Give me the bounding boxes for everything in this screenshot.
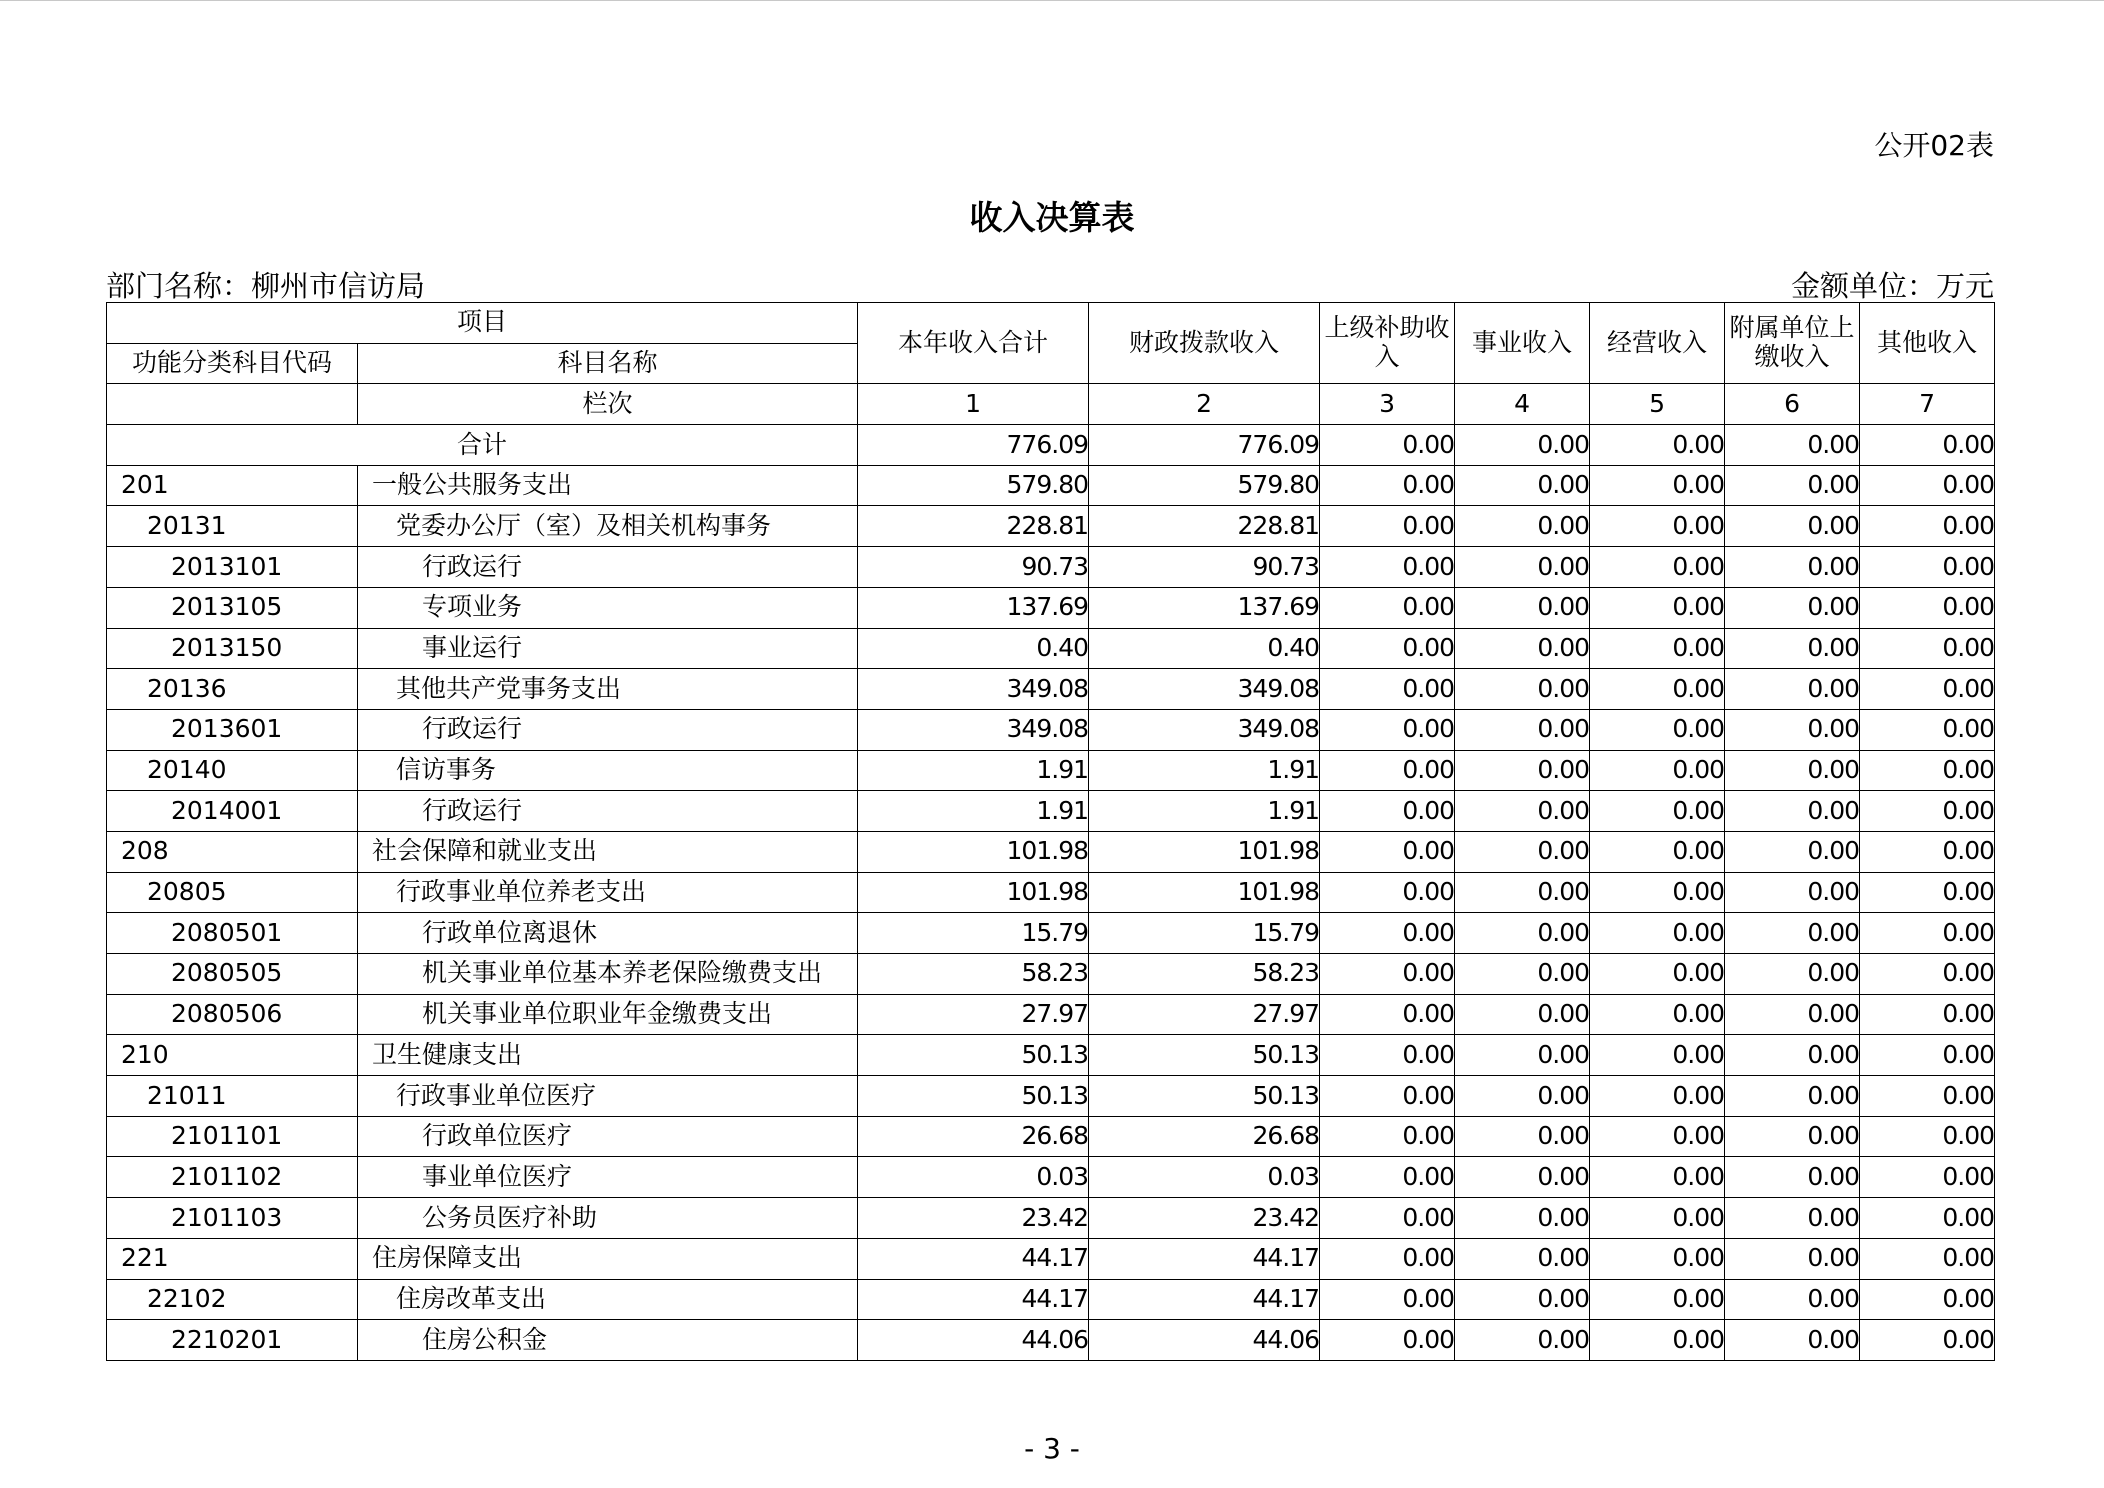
subject-name: 行政运行 — [358, 791, 858, 832]
amount-cell: 0.00 — [1320, 547, 1455, 588]
amount-cell: 23.42 — [858, 1198, 1089, 1239]
amount-cell: 0.00 — [1455, 587, 1590, 628]
header-col-2: 财政拨款收入 — [1089, 303, 1320, 384]
table-row — [107, 791, 1995, 832]
table-row — [107, 750, 1995, 791]
table-row — [107, 831, 1995, 872]
document-title: 收入决算表 — [969, 198, 1135, 237]
amount-cell: 0.00 — [1725, 1157, 1860, 1198]
amount-cell: 0.00 — [1320, 1076, 1455, 1117]
table-row — [107, 669, 1995, 710]
subject-name: 行政事业单位养老支出 — [358, 872, 858, 913]
amount-cell: 0.00 — [1725, 1116, 1860, 1157]
amount-cell: 58.23 — [1089, 954, 1320, 995]
amount-cell: 0.00 — [1725, 750, 1860, 791]
total-value: 776.09 — [1089, 425, 1320, 466]
table-row — [107, 547, 1995, 588]
amount-cell: 579.80 — [858, 465, 1089, 506]
total-value: 0.00 — [1725, 425, 1860, 466]
amount-cell: 0.00 — [1590, 465, 1725, 506]
total-value: 0.00 — [1590, 425, 1725, 466]
amount-cell: 0.00 — [1725, 1198, 1860, 1239]
total-row — [107, 425, 1995, 466]
amount-cell: 0.03 — [858, 1157, 1089, 1198]
amount-cell: 0.00 — [1725, 831, 1860, 872]
col-number-6: 6 — [1725, 384, 1860, 425]
subject-name: 机关事业单位职业年金缴费支出 — [358, 994, 858, 1035]
amount-cell: 1.91 — [858, 791, 1089, 832]
total-value: 0.00 — [1860, 425, 1995, 466]
amount-cell: 0.00 — [1455, 1116, 1590, 1157]
amount-cell: 1.91 — [1089, 791, 1320, 832]
amount-cell: 0.00 — [1455, 1198, 1590, 1239]
header-col-6: 附属单位上缴收入 — [1725, 303, 1860, 384]
amount-cell: 0.00 — [1860, 872, 1995, 913]
amount-cell: 0.00 — [1590, 547, 1725, 588]
amount-cell: 0.00 — [1725, 465, 1860, 506]
subject-code: 208 — [107, 831, 358, 872]
amount-cell: 0.00 — [1725, 547, 1860, 588]
amount-cell: 15.79 — [1089, 913, 1320, 954]
amount-cell: 50.13 — [858, 1076, 1089, 1117]
amount-cell: 0.00 — [1320, 1157, 1455, 1198]
amount-cell: 0.00 — [1320, 1238, 1455, 1279]
amount-cell: 101.98 — [1089, 872, 1320, 913]
subject-name: 事业单位医疗 — [358, 1157, 858, 1198]
subject-code: 210 — [107, 1035, 358, 1076]
amount-cell: 0.00 — [1860, 1035, 1995, 1076]
subject-name: 专项业务 — [358, 587, 858, 628]
amount-cell: 0.00 — [1320, 954, 1455, 995]
amount-cell: 0.00 — [1860, 791, 1995, 832]
subject-code: 20140 — [107, 750, 358, 791]
amount-cell: 0.00 — [1455, 1279, 1590, 1320]
subject-code: 2080506 — [107, 994, 358, 1035]
amount-cell: 0.00 — [1320, 1035, 1455, 1076]
amount-cell: 44.17 — [858, 1279, 1089, 1320]
total-label: 合计 — [107, 425, 858, 466]
amount-cell: 0.00 — [1860, 1076, 1995, 1117]
amount-cell: 0.00 — [1455, 628, 1590, 669]
table-row — [107, 506, 1995, 547]
table-row — [107, 872, 1995, 913]
subject-name: 一般公共服务支出 — [358, 465, 858, 506]
subject-code: 2101101 — [107, 1116, 358, 1157]
subject-name: 行政事业单位医疗 — [358, 1076, 858, 1117]
amount-cell: 349.08 — [858, 669, 1089, 710]
header-col-3: 上级补助收入 — [1320, 303, 1455, 384]
amount-cell: 0.00 — [1860, 1157, 1995, 1198]
amount-cell: 0.00 — [1860, 1320, 1995, 1361]
header-project: 项目 — [107, 303, 858, 344]
amount-cell: 0.00 — [1590, 750, 1725, 791]
amount-cell: 0.00 — [1860, 587, 1995, 628]
amount-cell: 0.00 — [1590, 1279, 1725, 1320]
amount-cell: 0.00 — [1725, 954, 1860, 995]
subject-code: 2013105 — [107, 587, 358, 628]
amount-cell: 0.00 — [1455, 791, 1590, 832]
amount-cell: 0.00 — [1320, 872, 1455, 913]
amount-cell: 349.08 — [1089, 669, 1320, 710]
subject-code: 20131 — [107, 506, 358, 547]
amount-cell: 0.00 — [1725, 709, 1860, 750]
amount-cell: 0.00 — [1860, 913, 1995, 954]
amount-cell: 0.00 — [1860, 994, 1995, 1035]
subject-code: 22102 — [107, 1279, 358, 1320]
row-label: 栏次 — [358, 384, 858, 425]
amount-cell: 0.00 — [1725, 1076, 1860, 1117]
amount-cell: 0.00 — [1455, 1238, 1590, 1279]
amount-cell: 101.98 — [1089, 831, 1320, 872]
income-final-accounts-table — [106, 302, 1995, 1361]
header-code: 功能分类科目代码 — [107, 343, 358, 384]
amount-cell: 27.97 — [1089, 994, 1320, 1035]
amount-cell: 228.81 — [1089, 506, 1320, 547]
subject-name: 社会保障和就业支出 — [358, 831, 858, 872]
amount-cell: 0.00 — [1320, 628, 1455, 669]
amount-cell: 0.40 — [858, 628, 1089, 669]
amount-cell: 26.68 — [1089, 1116, 1320, 1157]
amount-cell: 0.00 — [1320, 669, 1455, 710]
table-row — [107, 587, 1995, 628]
amount-cell: 44.06 — [858, 1320, 1089, 1361]
amount-cell: 0.00 — [1860, 954, 1995, 995]
col-number-7: 7 — [1860, 384, 1995, 425]
amount-cell: 0.00 — [1590, 1198, 1725, 1239]
subject-code: 20136 — [107, 669, 358, 710]
total-value: 0.00 — [1455, 425, 1590, 466]
amount-cell: 0.00 — [1320, 587, 1455, 628]
amount-cell: 50.13 — [858, 1035, 1089, 1076]
amount-cell: 0.00 — [1320, 831, 1455, 872]
amount-cell: 0.03 — [1089, 1157, 1320, 1198]
amount-cell: 0.00 — [1590, 1116, 1725, 1157]
amount-cell: 349.08 — [1089, 709, 1320, 750]
amount-cell: 0.00 — [1590, 587, 1725, 628]
amount-cell: 0.00 — [1725, 628, 1860, 669]
subject-name: 行政单位离退休 — [358, 913, 858, 954]
subject-code: 2013150 — [107, 628, 358, 669]
amount-cell: 0.00 — [1590, 791, 1725, 832]
amount-cell: 0.00 — [1320, 465, 1455, 506]
amount-cell: 0.00 — [1860, 506, 1995, 547]
amount-cell: 0.00 — [1725, 994, 1860, 1035]
amount-cell: 101.98 — [858, 831, 1089, 872]
subject-code: 2101102 — [107, 1157, 358, 1198]
top-rule — [0, 0, 2104, 1]
amount-cell: 0.00 — [1455, 1320, 1590, 1361]
subject-code: 201 — [107, 465, 358, 506]
amount-cell: 0.00 — [1725, 1035, 1860, 1076]
amount-cell: 0.00 — [1725, 791, 1860, 832]
subject-code: 2013101 — [107, 547, 358, 588]
amount-cell: 0.00 — [1590, 628, 1725, 669]
amount-cell: 58.23 — [858, 954, 1089, 995]
amount-cell: 0.00 — [1590, 1320, 1725, 1361]
amount-cell: 228.81 — [858, 506, 1089, 547]
subject-name: 行政单位医疗 — [358, 1116, 858, 1157]
subject-name: 住房保障支出 — [358, 1238, 858, 1279]
amount-cell: 0.00 — [1320, 791, 1455, 832]
amount-cell: 137.69 — [1089, 587, 1320, 628]
amount-cell: 0.00 — [1455, 1035, 1590, 1076]
amount-cell: 0.00 — [1590, 831, 1725, 872]
amount-cell: 23.42 — [1089, 1198, 1320, 1239]
subject-code: 2101103 — [107, 1198, 358, 1239]
total-value: 0.00 — [1320, 425, 1455, 466]
amount-cell: 44.06 — [1089, 1320, 1320, 1361]
col-number-4: 4 — [1455, 384, 1590, 425]
amount-cell: 0.00 — [1725, 1320, 1860, 1361]
table-row — [107, 1116, 1995, 1157]
amount-cell: 90.73 — [1089, 547, 1320, 588]
amount-cell: 27.97 — [858, 994, 1089, 1035]
col-number-3: 3 — [1320, 384, 1455, 425]
table-row — [107, 994, 1995, 1035]
subject-name: 行政运行 — [358, 709, 858, 750]
amount-cell: 349.08 — [858, 709, 1089, 750]
subject-name: 其他共产党事务支出 — [358, 669, 858, 710]
subject-name: 事业运行 — [358, 628, 858, 669]
header-col-5: 经营收入 — [1590, 303, 1725, 384]
table-row — [107, 1157, 1995, 1198]
amount-cell: 0.00 — [1590, 872, 1725, 913]
amount-cell: 0.00 — [1455, 954, 1590, 995]
amount-cell: 15.79 — [858, 913, 1089, 954]
col-number-2: 2 — [1089, 384, 1320, 425]
amount-cell: 0.00 — [1725, 1279, 1860, 1320]
subject-code: 2014001 — [107, 791, 358, 832]
table-row — [107, 1035, 1995, 1076]
amount-cell: 0.00 — [1860, 831, 1995, 872]
table-row — [107, 1320, 1995, 1361]
amount-cell: 0.00 — [1455, 1076, 1590, 1117]
amount-cell: 0.40 — [1089, 628, 1320, 669]
amount-cell: 50.13 — [1089, 1035, 1320, 1076]
amount-unit: 金额单位：万元 — [1790, 269, 1994, 303]
amount-cell: 0.00 — [1590, 994, 1725, 1035]
amount-cell: 0.00 — [1725, 872, 1860, 913]
amount-cell: 0.00 — [1725, 669, 1860, 710]
amount-cell: 0.00 — [1320, 1116, 1455, 1157]
amount-cell: 1.91 — [858, 750, 1089, 791]
amount-cell: 0.00 — [1455, 913, 1590, 954]
amount-cell: 44.17 — [858, 1238, 1089, 1279]
amount-cell: 0.00 — [1725, 587, 1860, 628]
amount-cell: 0.00 — [1860, 1238, 1995, 1279]
subject-code: 2013601 — [107, 709, 358, 750]
subject-name: 党委办公厅（室）及相关机构事务 — [358, 506, 858, 547]
amount-cell: 0.00 — [1455, 506, 1590, 547]
header-col-4: 事业收入 — [1455, 303, 1590, 384]
amount-cell: 137.69 — [858, 587, 1089, 628]
amount-cell: 0.00 — [1860, 628, 1995, 669]
subject-name: 信访事务 — [358, 750, 858, 791]
amount-cell: 1.91 — [1089, 750, 1320, 791]
amount-cell: 0.00 — [1455, 465, 1590, 506]
amount-cell: 0.00 — [1455, 669, 1590, 710]
amount-cell: 0.00 — [1860, 669, 1995, 710]
table-row — [107, 1198, 1995, 1239]
amount-cell: 0.00 — [1590, 1035, 1725, 1076]
page-number: - 3 - — [1024, 1432, 1080, 1465]
table-row — [107, 954, 1995, 995]
amount-cell: 0.00 — [1455, 750, 1590, 791]
amount-cell: 0.00 — [1860, 1279, 1995, 1320]
subject-code: 21011 — [107, 1076, 358, 1117]
department-name: 部门名称：柳州市信访局 — [106, 269, 426, 303]
form-number: 公开02表 — [1874, 129, 1994, 162]
table-row — [107, 709, 1995, 750]
amount-cell: 0.00 — [1455, 872, 1590, 913]
subject-name: 公务员医疗补助 — [358, 1198, 858, 1239]
header-col-1: 本年收入合计 — [858, 303, 1089, 384]
amount-cell: 0.00 — [1860, 709, 1995, 750]
amount-cell: 0.00 — [1320, 1279, 1455, 1320]
amount-cell: 0.00 — [1320, 750, 1455, 791]
amount-cell: 0.00 — [1320, 506, 1455, 547]
subject-code: 20805 — [107, 872, 358, 913]
amount-cell: 0.00 — [1455, 547, 1590, 588]
subject-code: 2210201 — [107, 1320, 358, 1361]
amount-cell: 0.00 — [1320, 913, 1455, 954]
subject-code: 2080505 — [107, 954, 358, 995]
amount-cell: 0.00 — [1455, 1157, 1590, 1198]
row-label-blank — [107, 384, 358, 425]
col-number-5: 5 — [1590, 384, 1725, 425]
amount-cell: 0.00 — [1590, 913, 1725, 954]
amount-cell: 0.00 — [1320, 709, 1455, 750]
amount-cell: 0.00 — [1860, 750, 1995, 791]
subject-name: 机关事业单位基本养老保险缴费支出 — [358, 954, 858, 995]
amount-cell: 0.00 — [1590, 1238, 1725, 1279]
header-name: 科目名称 — [358, 343, 858, 384]
subject-name: 行政运行 — [358, 547, 858, 588]
amount-cell: 0.00 — [1725, 1238, 1860, 1279]
header-col-7: 其他收入 — [1860, 303, 1995, 384]
table-row — [107, 913, 1995, 954]
amount-cell: 0.00 — [1320, 1320, 1455, 1361]
amount-cell: 0.00 — [1860, 1198, 1995, 1239]
table-row — [107, 465, 1995, 506]
amount-cell: 0.00 — [1590, 954, 1725, 995]
amount-cell: 0.00 — [1455, 831, 1590, 872]
subject-name: 卫生健康支出 — [358, 1035, 858, 1076]
amount-cell: 0.00 — [1455, 994, 1590, 1035]
amount-cell: 101.98 — [858, 872, 1089, 913]
subject-name: 住房公积金 — [358, 1320, 858, 1361]
table-row — [107, 1076, 1995, 1117]
subject-code: 221 — [107, 1238, 358, 1279]
table-row — [107, 1279, 1995, 1320]
amount-cell: 0.00 — [1860, 1116, 1995, 1157]
amount-cell: 0.00 — [1590, 1157, 1725, 1198]
amount-cell: 0.00 — [1590, 709, 1725, 750]
amount-cell: 90.73 — [858, 547, 1089, 588]
amount-cell: 0.00 — [1860, 547, 1995, 588]
subject-code: 2080501 — [107, 913, 358, 954]
amount-cell: 44.17 — [1089, 1238, 1320, 1279]
table-row — [107, 1238, 1995, 1279]
amount-cell: 0.00 — [1725, 506, 1860, 547]
total-value: 776.09 — [858, 425, 1089, 466]
amount-cell: 0.00 — [1320, 994, 1455, 1035]
amount-cell: 26.68 — [858, 1116, 1089, 1157]
amount-cell: 0.00 — [1590, 669, 1725, 710]
amount-cell: 0.00 — [1455, 709, 1590, 750]
amount-cell: 44.17 — [1089, 1279, 1320, 1320]
amount-cell: 0.00 — [1590, 506, 1725, 547]
col-number-1: 1 — [858, 384, 1089, 425]
table-row — [107, 628, 1995, 669]
amount-cell: 0.00 — [1725, 913, 1860, 954]
amount-cell: 0.00 — [1320, 1198, 1455, 1239]
amount-cell: 50.13 — [1089, 1076, 1320, 1117]
amount-cell: 579.80 — [1089, 465, 1320, 506]
subject-name: 住房改革支出 — [358, 1279, 858, 1320]
amount-cell: 0.00 — [1590, 1076, 1725, 1117]
amount-cell: 0.00 — [1860, 465, 1995, 506]
